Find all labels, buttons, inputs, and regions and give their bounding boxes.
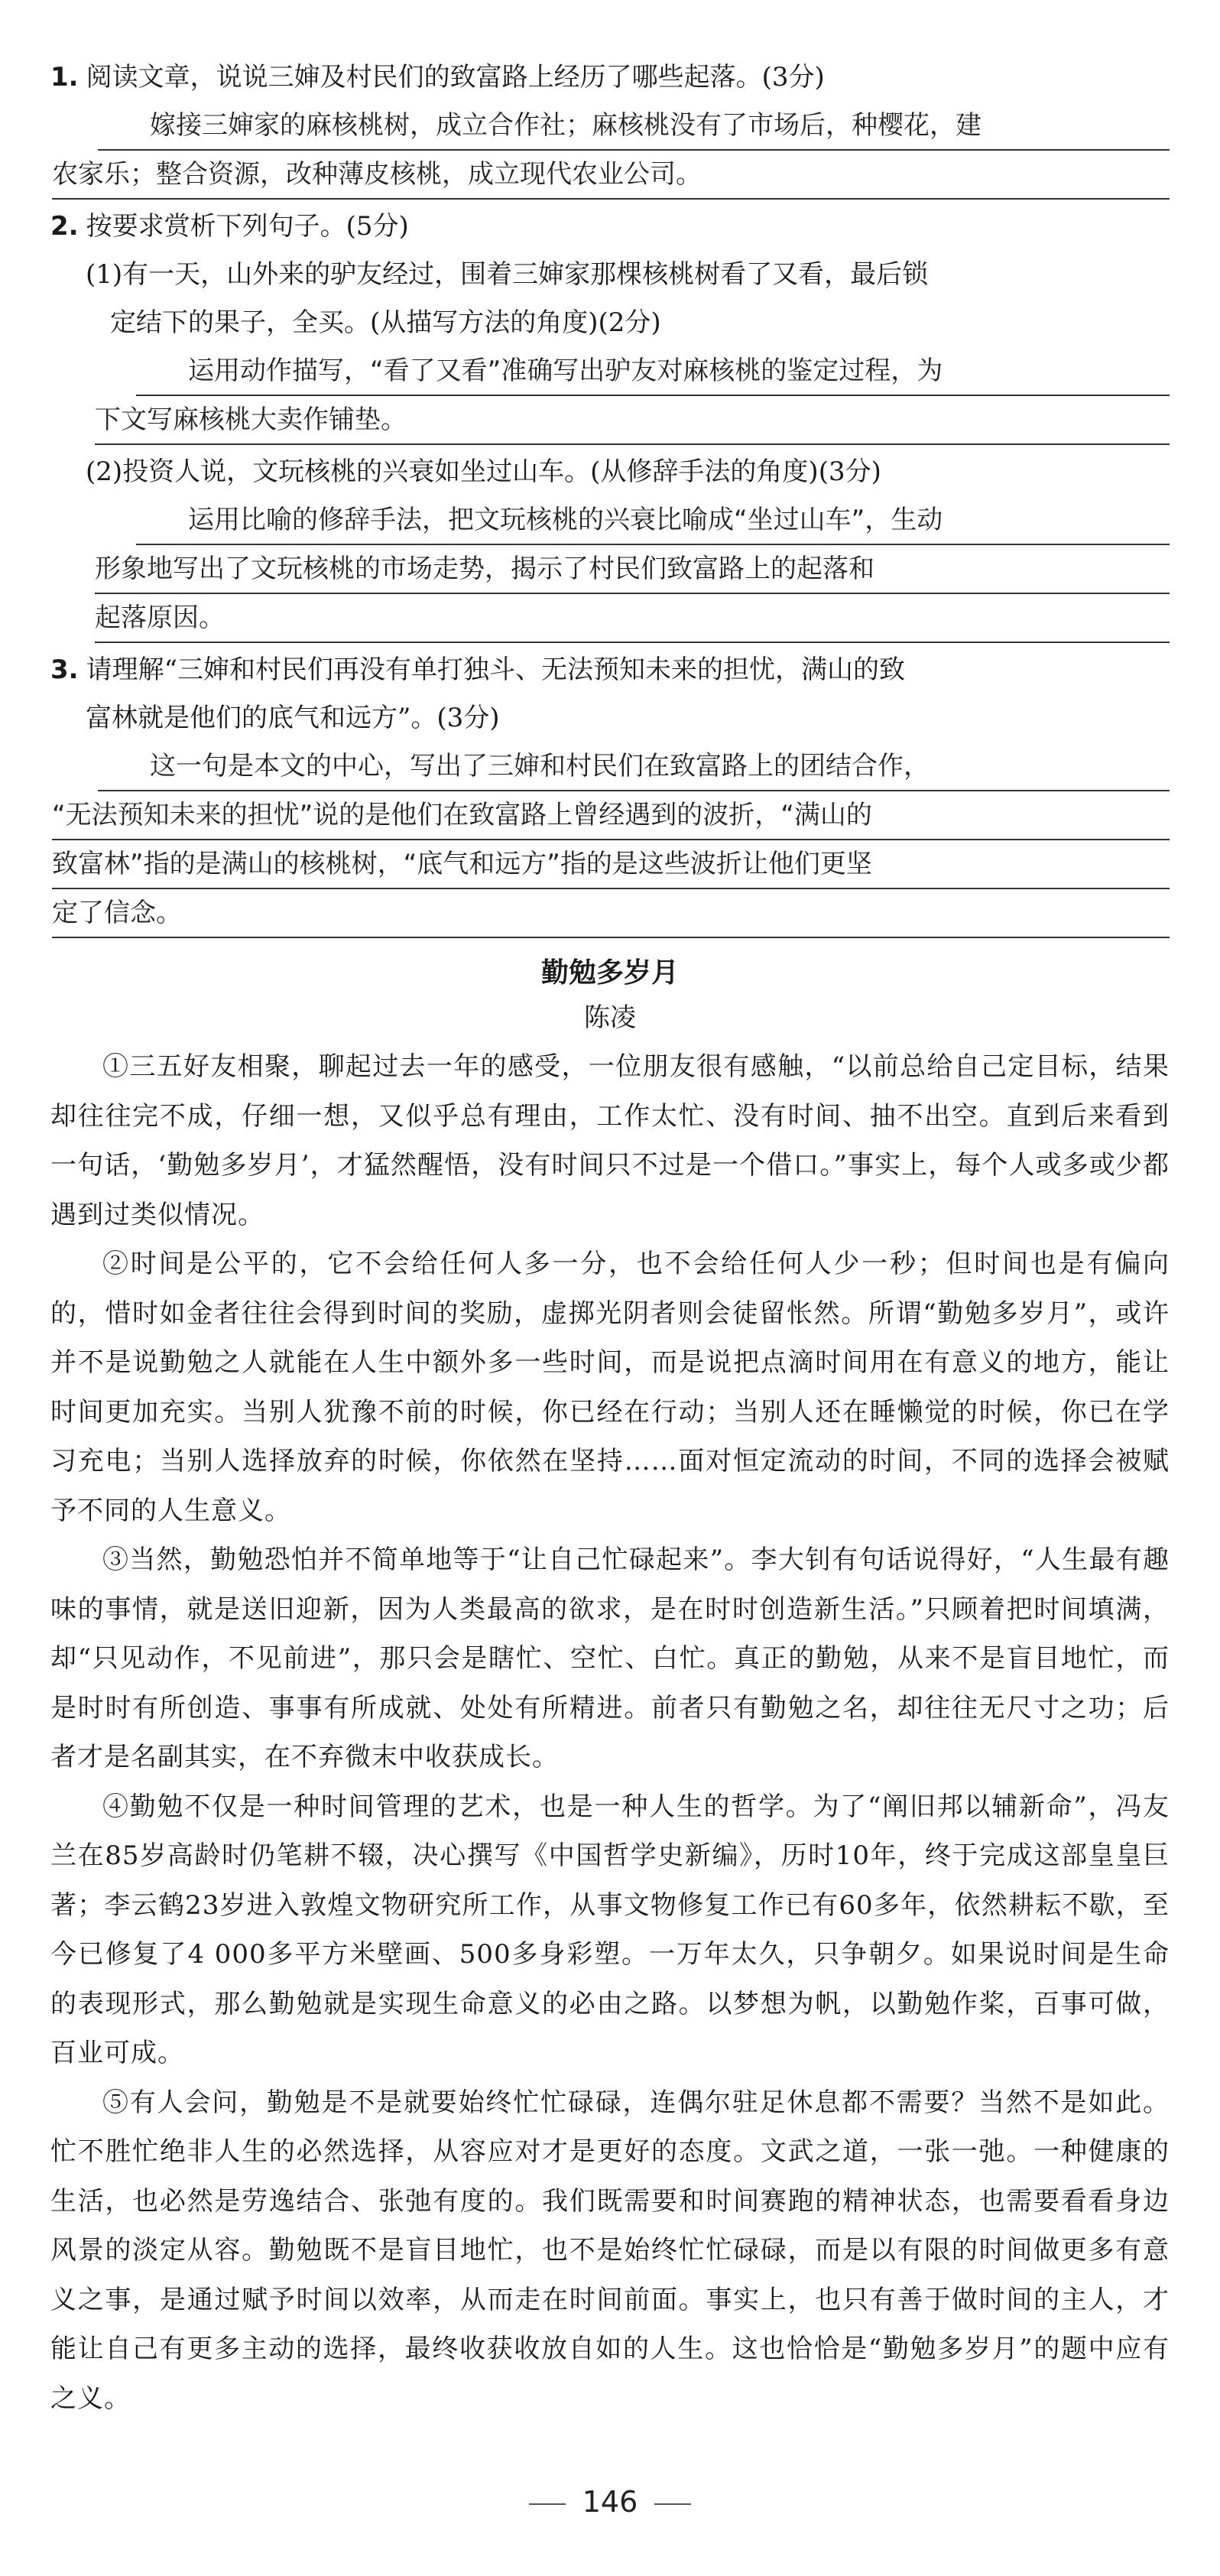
- article-paragraph-5: [50, 2078, 1170, 2424]
- question-2: [50, 203, 1170, 251]
- article-paragraph-4: [50, 1782, 1170, 2078]
- paragraph-number: ①: [102, 1051, 130, 1082]
- answer-line: “无法预知未来的担忧”说的是他们在致富路上曾经遇到的波折，“满山的: [52, 791, 1170, 840]
- page-footer: [0, 2485, 1220, 2519]
- question-3: [50, 646, 1170, 742]
- answer-line: 致富林”指的是满山的核桃树，“底气和远方”指的是这些波折让他们更坚: [52, 840, 1170, 889]
- footer-rule-left: [529, 2503, 566, 2505]
- paragraph-text: 当然，勤勉恐怕并不简单地等于“让自己忙碌起来”。李大钊有句话说得好，“人生最有趣味的事情，就是送旧迎新，因为人类最高的欲求，是在时时创造新生活。”只顾着把时间填满，却“只见动作，不见前进”，那只会是瞎忙、空忙、白忙。真正的勤勉，从来不是盲目地忙，而是时时有所创造、事事有所成就、处处有所精进。前者只有勤勉之名，却往往无尺寸之功；后者才是名副其实，在不弃微末中收获成长。: [50, 1545, 1170, 1772]
- paragraph-text: 有人会问，勤勉是不是就要始终忙忙碌碌，连偶尔驻足休息都不需要？当然不是如此。忙不胜忙绝非人生的必然选择，从容应对才是更好的态度。文武之道，一张一弛。一种健康的生活，也必然是劳逸结合、张弛有度的。我们既需要和时间赛跑的精神状态，也需要看看身边风景的淡定从容。勤勉既不是盲目地忙，也不是始终忙忙碌碌，而是以有限的时间做更多有意义之事，是通过赋予时间以效率，从而走在时间前面。事实上，也只有善于做时间的主人，才能让自己有更多主动的选择，最终收获收放自如的人生。这也恰恰是“勤勉多岁月”的题中应有之义。: [50, 2087, 1170, 2414]
- question-text: 按要求赏析下列句子。(5分): [86, 211, 409, 242]
- page-number: 146: [582, 2485, 638, 2519]
- paragraph-text: 勤勉不仅是一种时间管理的艺术，也是一种人生的哲学。为了“阐旧邦以辅新命”，冯友兰在85岁高龄时仍笔耕不辍，决心撰写《中国哲学史新编》，历时10年，终于完成这部皇皇巨著；李云鹤23岁进入敦煌文物研究所工作，从事文物修复工作已有60多年，依然耕耘不歇，至今已修复了4 000多平方米壁画、500多身彩塑。一万年太久，只争朝夕。如果说时间是生命的表现形式，那么勤勉就是实现生命意义的必由之路。以梦想为帆，以勤勉作桨，百事可做，百业可成。: [50, 1791, 1170, 2068]
- question-number: 3.: [50, 655, 79, 685]
- paragraph-text: 三五好友相聚，聊起过去一年的感受，一位朋友很有感触，“以前总给自己定目标，结果却往往完不成，仔细一想，又似乎总有理由，工作太忙、没有时间、抽不出空。直到后来看到一句话，‘勤勉多岁月’，才猛然醒悟，没有时间只不过是一个借口。”事实上，每个人或多或少都遇到过类似情况。: [50, 1051, 1170, 1230]
- paragraph-number: ⑤: [102, 2087, 130, 2118]
- paragraph-number: ②: [102, 1249, 131, 1279]
- answer-line: 嫁接三婶家的麻核桃树，成立合作社；麻核桃没有了市场后，种樱花，建: [98, 102, 1170, 151]
- paragraph-number: ③: [102, 1545, 130, 1575]
- question-1: [50, 54, 1170, 102]
- article-title: 勤勉多岁月: [540, 957, 679, 989]
- answer-1: [50, 102, 1170, 200]
- sub-question-text: (1)有一天，山外来的驴友经过，围着三婶家那棵核桃树看了又看，最后锁: [86, 259, 929, 290]
- answer-line: 下文写麻核桃大卖作铺垫。: [95, 396, 1170, 445]
- answer-3: [50, 742, 1170, 938]
- article-paragraph-3: [50, 1535, 1170, 1782]
- answer-line: 定了信念。: [52, 889, 1170, 938]
- question-text: 阅读文章，说说三婶及村民们的致富路上经历了哪些起落。(3分): [86, 62, 825, 93]
- answer-2-2: [50, 496, 1170, 643]
- question-text: 请理解“三婶和村民们再没有单打独斗、无法预知未来的担忧，满山的致: [86, 655, 905, 685]
- answer-line: 农家乐；整合资源，改种薄皮核桃，成立现代农业公司。: [52, 151, 1170, 200]
- paragraph-text: 时间是公平的，它不会给任何人多一分，也不会给任何人少一秒；但时间也是有偏向的，惜时如金者往往会得到时间的奖励，虚掷光阴者则会徒留怅然。所谓“勤勉多岁月”，或许并不是说勤勉之人就能在人生中额外多一些时间，而是说把点滴时间用在有意义的地方，能让时间更加充实。当别人犹豫不前的时候，你已经在行动；当别人还在睡懒觉的时候，你已在学习充电；当别人选择放弃的时候，你依然在坚持……面对恒定流动的时间，不同的选择会被赋予不同的人生意义。: [50, 1249, 1170, 1526]
- question-2-sub-2: [50, 448, 1170, 496]
- answer-2-1: [50, 347, 1170, 445]
- question-text: 富林就是他们的底气和远方”。(3分): [86, 703, 500, 733]
- question-2-sub-1: [50, 251, 1170, 347]
- answer-line: 形象地写出了文玩核桃的市场走势，揭示了村民们致富路上的起落和: [95, 545, 1170, 594]
- answer-line: 这一句是本文的中心，写出了三婶和村民们在致富路上的团结合作，: [98, 742, 1170, 791]
- article-paragraph-2: [50, 1239, 1170, 1535]
- paragraph-number: ④: [102, 1791, 130, 1822]
- worksheet-page: [50, 54, 1170, 2423]
- article-author: 陈凌: [584, 1002, 636, 1033]
- footer-rule-right: [654, 2503, 691, 2505]
- sub-question-text: (2)投资人说，文玩核桃的兴衰如坐过山车。(从修辞手法的角度)(3分): [86, 456, 881, 487]
- answer-line: 运用比喻的修辞手法，把文玩核桃的兴衰比喻成“坐过山车”，生动: [136, 496, 1170, 545]
- answer-line: 起落原因。: [95, 594, 1170, 643]
- answer-line: 运用动作描写，“看了又看”准确写出驴友对麻核桃的鉴定过程，为: [136, 347, 1170, 396]
- sub-question-text: 定结下的果子，全买。(从描写方法的角度)(2分): [110, 307, 661, 338]
- question-number: 2.: [50, 211, 79, 242]
- article-paragraph-1: [50, 1042, 1170, 1239]
- question-number: 1.: [50, 62, 79, 93]
